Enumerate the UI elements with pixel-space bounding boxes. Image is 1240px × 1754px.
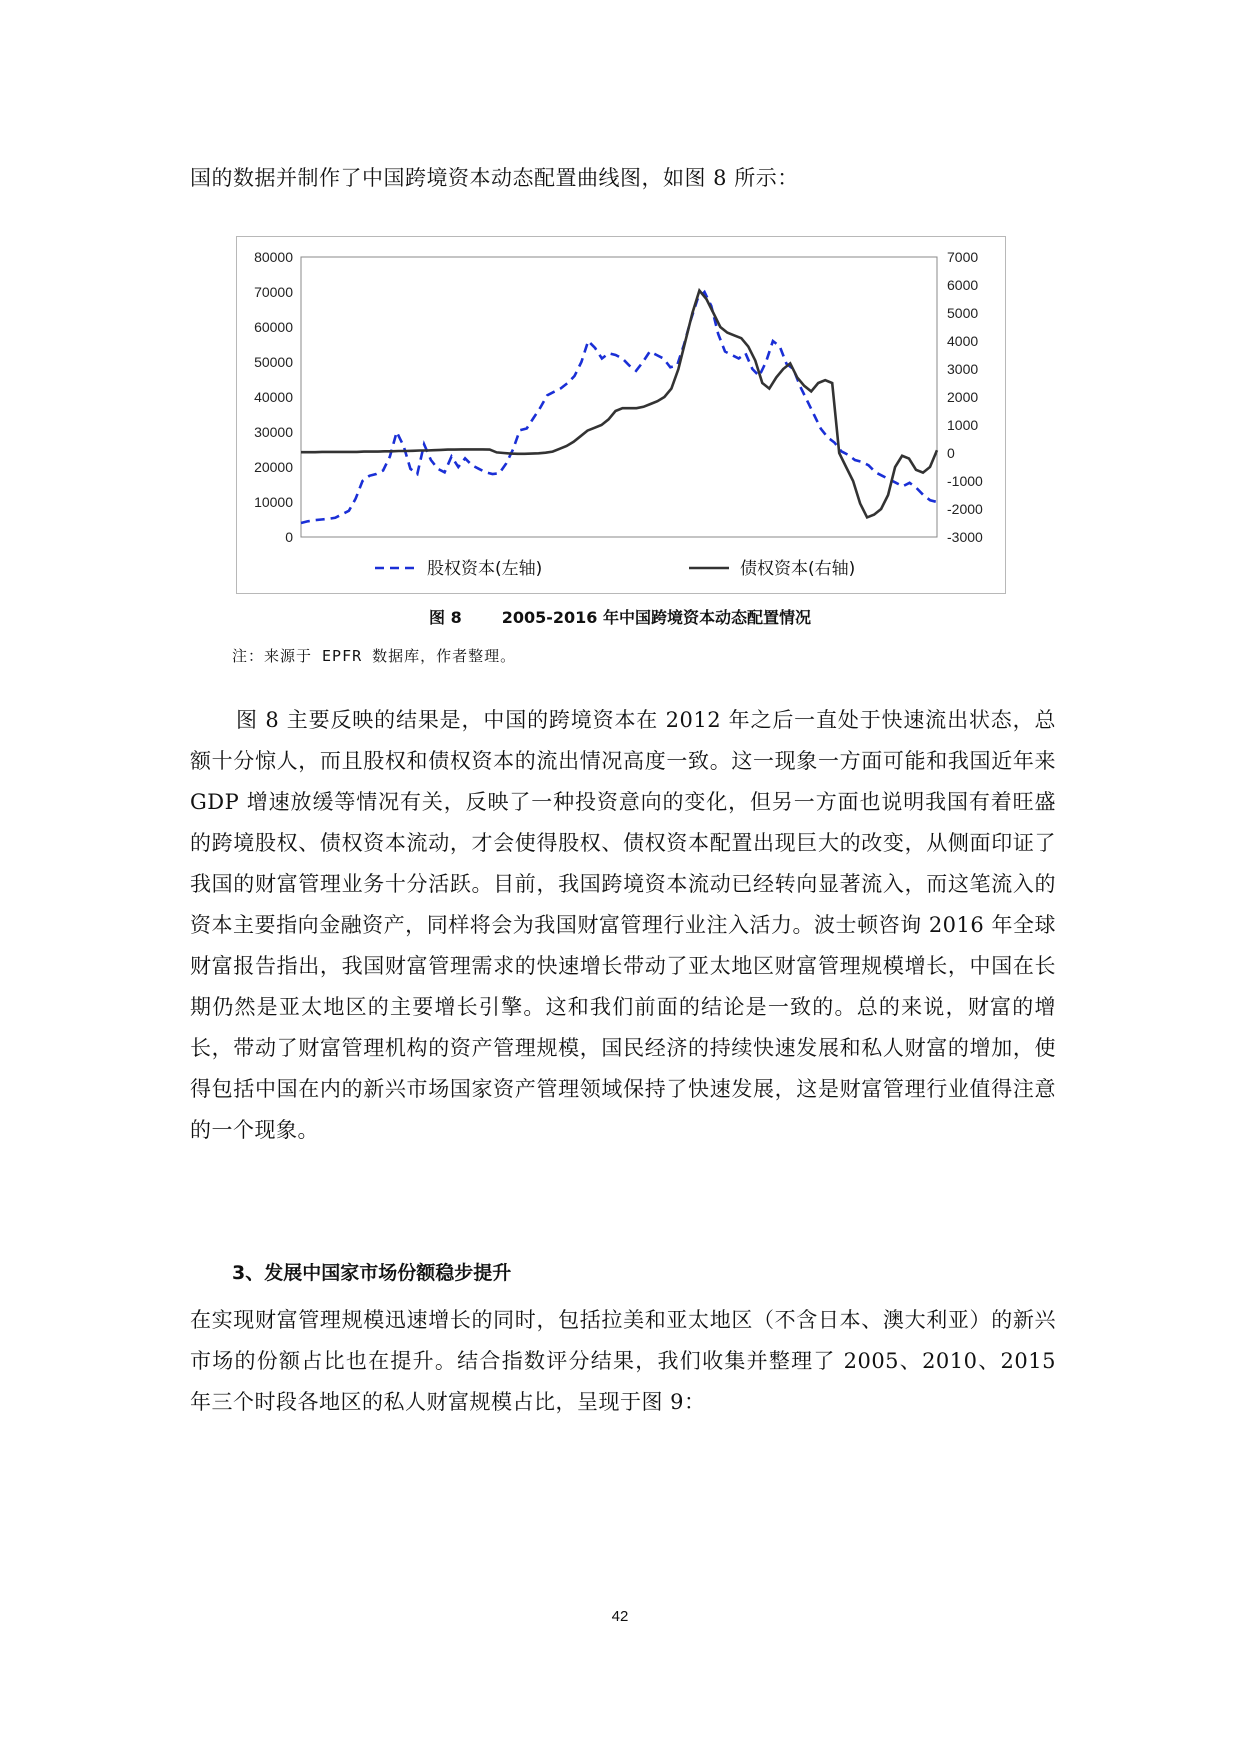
right-axis-tick: 1000: [947, 417, 979, 433]
figure-note: 注：来源于 EPFR 数据库，作者整理。: [232, 647, 517, 665]
right-axis-tick: 4000: [947, 333, 979, 349]
right-axis-tick: 5000: [947, 305, 979, 321]
left-axis-tick: 10000: [254, 494, 293, 510]
right-axis-tick: -1000: [947, 473, 983, 489]
left-axis-tick: 0: [285, 529, 293, 545]
left-axis-tick: 80000: [254, 249, 293, 265]
figure-8-chart: [236, 236, 1006, 594]
legend-debt-label: 债权资本(右轴): [740, 559, 856, 579]
left-axis-tick: 20000: [254, 459, 293, 475]
debt-capital-line: [301, 291, 937, 518]
figure-number: 图 8: [429, 608, 462, 627]
figure-title: 2005-2016 年中国跨境资本动态配置情况: [501, 608, 811, 627]
left-axis-tick: 40000: [254, 389, 293, 405]
chart-svg: [237, 237, 1007, 595]
section-heading: 3、发展中国家市场份额稳步提升: [232, 1262, 512, 1284]
left-axis-tick: 60000: [254, 319, 293, 335]
right-axis-tick: 3000: [947, 361, 979, 377]
equity-capital-line: [301, 292, 937, 523]
left-axis-tick: 50000: [254, 354, 293, 370]
right-axis-tick: 2000: [947, 389, 979, 405]
legend: [375, 559, 855, 579]
section-paragraph: 在实现财富管理规模迅速增长的同时，包括拉美和亚太地区（不含日本、澳大利亚）的新兴市场的份额占比也在提升。结合指数评分结果，我们收集并整理了 2005、2010、2015 年三个时段各地区的私人财富规模占比，呈现于图 9：: [190, 1308, 1056, 1414]
right-axis-tick: -2000: [947, 501, 983, 517]
body-paragraph: 图 8 主要反映的结果是，中国的跨境资本在 2012 年之后一直处于快速流出状态，总额十分惊人，而且股权和债权资本的流出情况高度一致。这一现象一方面可能和我国近年来 GDP 增速放缓等情况有关，反映了一种投资意向的变化，但另一方面也说明我国有着旺盛的跨境股权、债权资本流动，才会使得股权、债权资本配置出现巨大的改变，从侧面印证了我国的财富管理业务十分活跃。目前，我国跨境资本流动已经转向显著流入，而这笔流入的资本主要指向金融资产，同样将会为我国财富管理行业注入活力。波士顿咨询 2016 年全球财富报告指出，我国财富管理需求的快速增长带动了亚太地区财富管理规模增长，中国在长期仍然是亚太地区的主要增长引擎。这和我们前面的结论是一致的。总的来说，财富的增长，带动了财富管理机构的资产管理规模，国民经济的持续快速发展和私人财富的增加，使得包括中国在内的新兴市场国家资产管理领域保持了快速发展，这是财富管理行业值得注意的一个现象。: [190, 708, 1056, 1142]
right-axis-tick: 0: [947, 445, 955, 461]
left-axis-tick: 70000: [254, 284, 293, 300]
legend-equity-label: 股权资本(左轴): [427, 559, 543, 579]
plot-area: [301, 257, 937, 537]
intro-paragraph: 国的数据并制作了中国跨境资本动态配置曲线图，如图 8 所示：: [190, 166, 799, 190]
right-axis-tick: 7000: [947, 249, 979, 265]
page-number: 42: [611, 1608, 629, 1625]
figure-caption: [0, 605, 1240, 628]
left-axis-tick: 30000: [254, 424, 293, 440]
right-axis-tick: 6000: [947, 277, 979, 293]
right-axis-tick: -3000: [947, 529, 983, 545]
